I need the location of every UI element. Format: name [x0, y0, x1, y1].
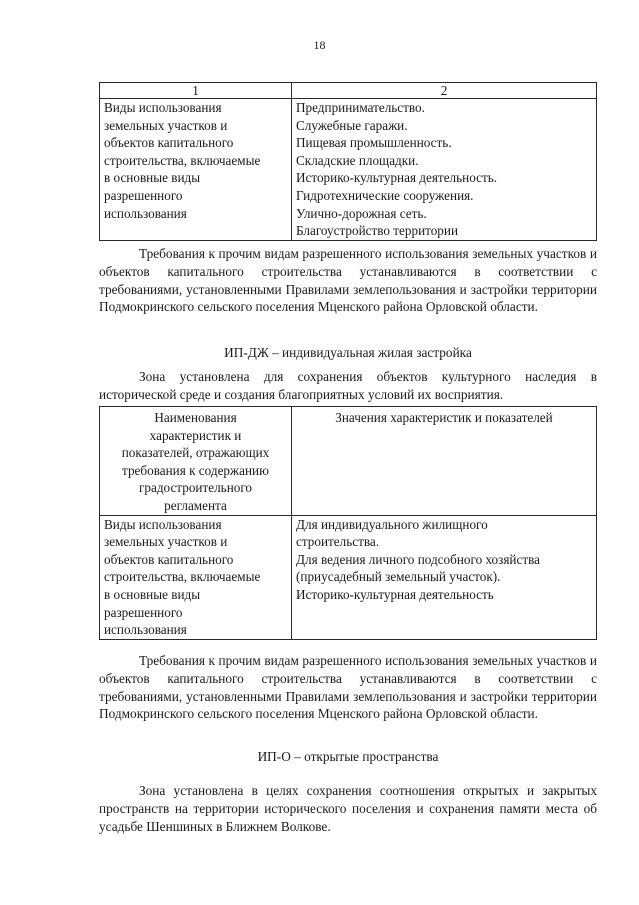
table-row: [100, 99, 597, 241]
cell-line: Для индивидуального жилищного: [296, 516, 488, 532]
cell-line: Наименования: [154, 410, 237, 425]
cell-line: Улично-дорожная сеть.: [296, 205, 427, 221]
cell-line: Предпринимательство.: [296, 100, 425, 115]
page-number: 18: [313, 38, 326, 52]
cell-line: Историко-культурная деятельность: [296, 586, 494, 602]
cell-line: Виды использования: [104, 516, 222, 532]
cell-line: Гидротехнические сооружения.: [296, 187, 474, 203]
paragraph-open-spaces-purpose: Зона установлена в целях сохранения соотношения открытых и закрытых пространств на территории исторического поселения и сохранения памяти места об усадьбе Шеншиных в Ближнем Волкове.: [99, 783, 597, 834]
cell-line: Складские площадки.: [296, 152, 419, 168]
cell-line: Благоустройство территории: [296, 223, 459, 239]
cell-line: разрешенного: [104, 604, 183, 620]
table-cell-use-types: [100, 99, 292, 241]
cell-line: земельных участков и: [104, 117, 228, 133]
table-cell-use-list: [292, 99, 597, 241]
cell-line: в основные виды: [104, 586, 201, 602]
cell-line: (приусадебный земельный участок).: [296, 569, 501, 585]
paragraph-other-uses-requirements-2: Требования к прочим видам разрешенного использования земельных участков и объектов капитального строительства устанавливаются в соответствии с требованиями, установленными Правилами землепользования и застройки территории Подмокринского сельского поселения Мценского района Орловской области.: [99, 653, 597, 722]
table-header-cell: Значения характеристик и показателей: [292, 407, 597, 516]
section-heading-ip-o: ИП-О – открытые пространства: [257, 749, 439, 764]
table-header-row: [100, 407, 597, 516]
cell-line: строительства, включаемые: [104, 569, 261, 585]
table-cell-use-list: [292, 515, 597, 639]
cell-line: Историко-культурная деятельность.: [296, 170, 498, 186]
table-header-row: [100, 83, 597, 99]
section-heading-ip-dzh: ИП-ДЖ – индивидуальная жилая застройка: [224, 345, 472, 360]
table-header-cell: 1: [100, 83, 292, 99]
table-header-cell: 2: [292, 83, 597, 99]
cell-line: регламента: [164, 497, 227, 513]
cell-line: Служебные гаражи.: [296, 117, 408, 133]
cell-line: требования к содержанию: [122, 462, 269, 478]
cell-line: земельных участков и: [104, 534, 228, 550]
cell-line: разрешенного: [104, 187, 183, 203]
paragraph-other-uses-requirements: Требования к прочим видам разрешенного использования земельных участков и объектов капитального строительства устанавливаются в соответствии с требованиями, установленными Правилами землепользования и застройки территории Подмокринского сельского поселения Мценского района Орловской области.: [99, 246, 597, 315]
cell-line: показателей, отражающих: [121, 445, 270, 461]
table-header-cell: [100, 407, 292, 516]
cell-line: характеристик и: [149, 427, 242, 443]
paragraph-zone-purpose: Зона установлена для сохранения объектов культурного наследия в исторической среде и создания благоприятных условий их восприятия.: [99, 369, 597, 402]
cell-line: Для ведения личного подсобного хозяйства: [296, 551, 540, 567]
cell-line: в основные виды: [104, 170, 201, 186]
cell-line: строительства.: [296, 534, 380, 550]
cell-line: Виды использования: [104, 100, 222, 115]
cell-line: объектов капитального: [104, 551, 234, 567]
cell-line: Пищевая промышленность.: [296, 135, 452, 151]
table-permitted-uses-continued: [99, 82, 597, 241]
cell-line: использования: [104, 622, 187, 638]
table-cell-use-types: [100, 515, 292, 639]
table-ip-dzh-characteristics: [99, 406, 597, 640]
cell-line: градостроительного: [138, 480, 253, 496]
cell-line: объектов капитального: [104, 135, 234, 151]
table-row: [100, 515, 597, 639]
cell-line: строительства, включаемые: [104, 152, 261, 168]
cell-line: использования: [104, 205, 187, 221]
